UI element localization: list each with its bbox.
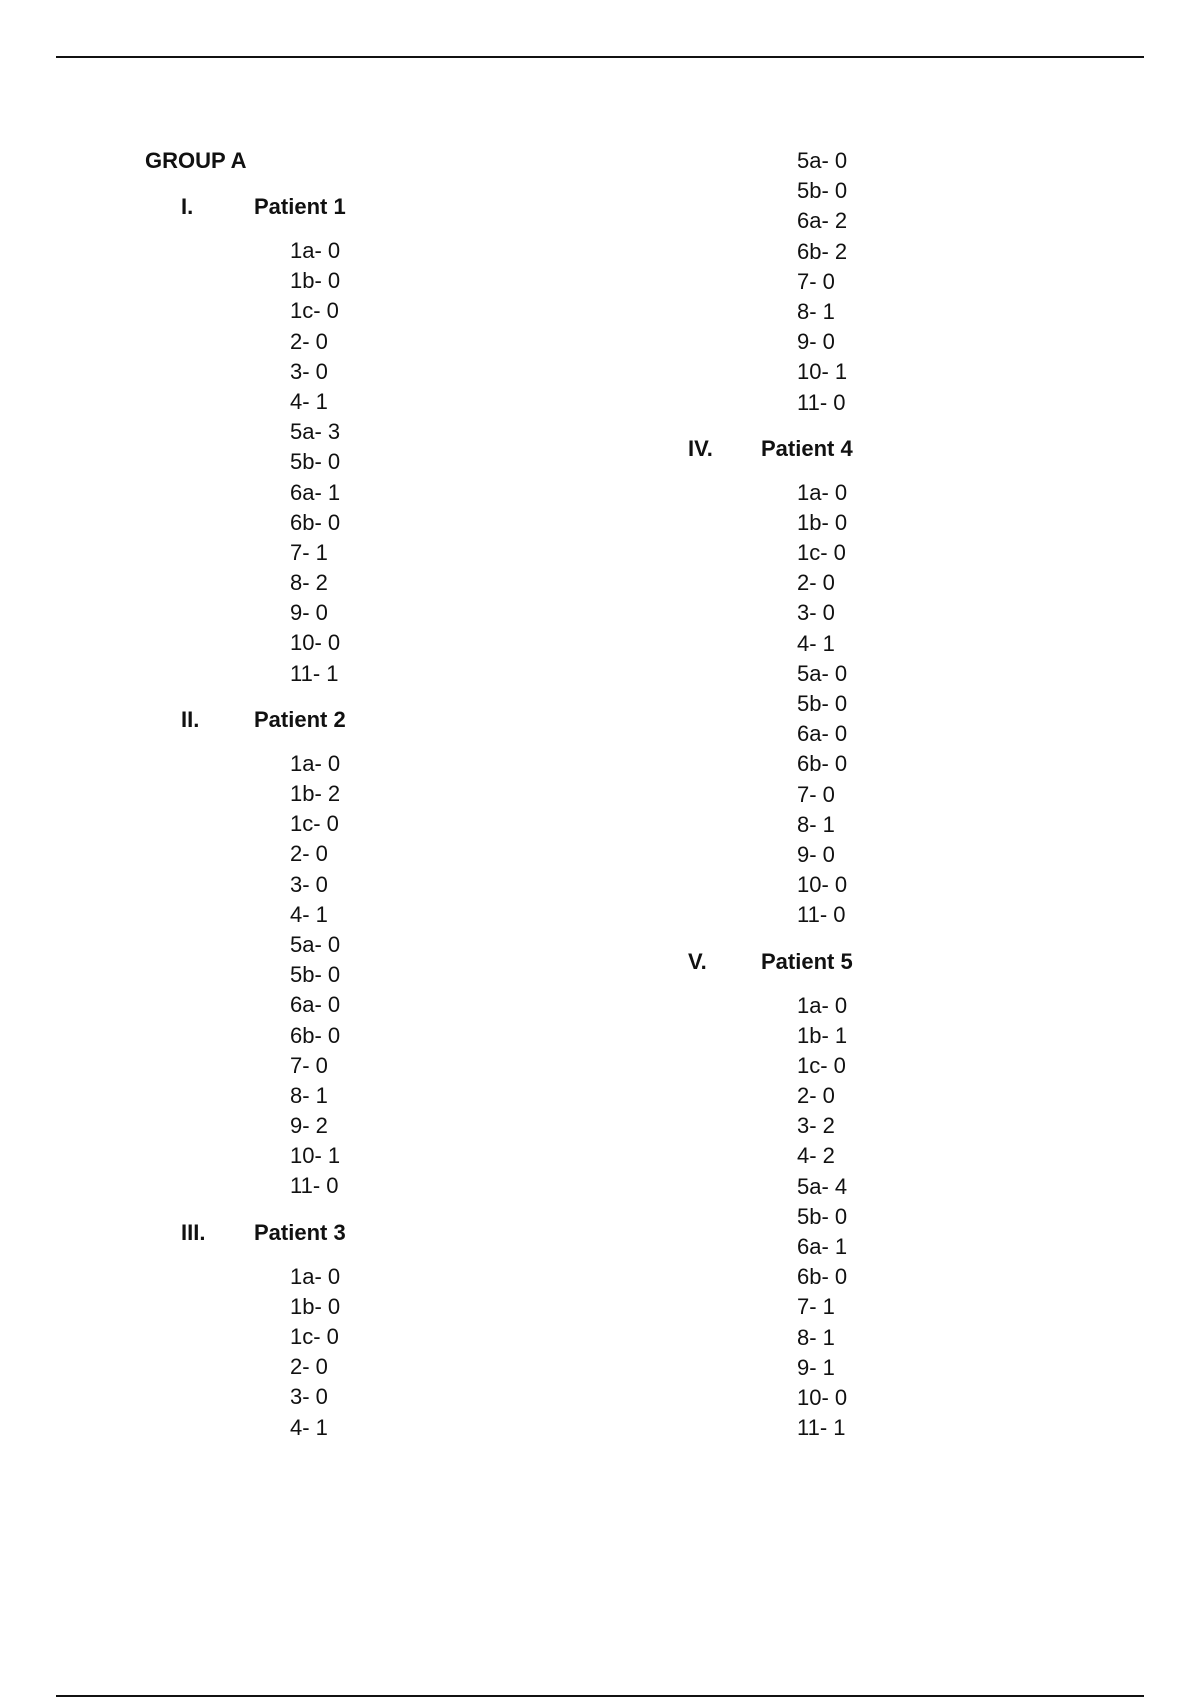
score-item: 1c- 0 [797,540,846,566]
score-item: 1c- 0 [290,811,339,837]
score-item: 11- 1 [797,1415,846,1441]
score-item: 5b- 0 [797,1203,848,1229]
patient-name: Patient 3 [254,1219,346,1245]
score-item: 1a- 0 [290,238,341,263]
score-item: 11- 0 [797,902,846,928]
score-item: 2- 0 [290,1354,328,1380]
score-item: 6a- 1 [290,479,341,505]
score-item: 8- 1 [797,298,835,324]
patient-name: Patient 2 [254,706,346,732]
patient-section [145,705,625,1202]
score-item: 7- 0 [797,781,835,807]
patient-name: Patient 5 [761,948,853,974]
score-item: 10- 1 [797,359,848,385]
patient-heading [145,192,625,222]
score-item: 5a- 0 [797,660,848,686]
score-list [797,991,1132,1444]
score-list [290,1262,625,1443]
score-item: 6b- 0 [290,509,341,535]
score-item: 6b- 0 [290,1022,341,1048]
score-item: 4- 1 [290,388,328,414]
score-item: 10- 0 [797,1384,848,1410]
score-item: 3- 0 [290,871,328,897]
score-item: 8- 1 [290,1082,328,1108]
score-item: 4- 1 [290,901,328,927]
score-item: 5a- 0 [797,148,848,173]
score-list-continued [797,146,1132,418]
score-item: 1b- 0 [797,509,848,535]
score-item: 7- 1 [797,1294,835,1320]
score-item: 4- 1 [797,630,835,656]
score-item: 1c- 0 [290,298,339,324]
score-item: 2- 0 [290,328,328,354]
score-item: 8- 1 [797,1324,835,1350]
score-item: 9- 0 [797,841,835,867]
score-item: 5b- 0 [290,962,341,988]
score-item: 1a- 0 [290,750,341,776]
score-item: 5b- 0 [290,449,341,475]
score-item: 5a- 4 [797,1173,848,1199]
score-item: 11- 0 [797,389,846,415]
patient-numeral: IV. [688,435,713,461]
score-item: 6a- 2 [797,208,848,234]
patient-section [652,434,1132,931]
score-item: 7- 0 [797,268,835,294]
score-item: 6a- 1 [797,1234,848,1259]
score-item: 6b- 0 [797,1264,848,1290]
score-item: 1c- 0 [797,1052,846,1078]
patient-numeral: II. [181,706,200,732]
score-item: 9- 1 [797,1354,835,1380]
score-list [290,236,625,689]
score-item: 8- 2 [290,570,328,596]
patient-heading [145,705,625,735]
score-item: 4- 1 [290,1414,328,1440]
score-item: 9- 0 [797,329,835,355]
score-item: 1b- 2 [290,781,341,806]
score-item: 11- 0 [290,1173,339,1199]
score-item: 5b- 0 [797,178,848,204]
score-item: 3- 0 [290,1384,328,1410]
score-item: 1c- 0 [290,1324,339,1349]
header-rule [56,56,1144,58]
score-item: 2- 0 [797,1083,835,1109]
score-item: 1a- 0 [290,1263,341,1289]
right-column [652,146,1132,1459]
score-item: 9- 2 [290,1113,328,1139]
score-item: 9- 0 [290,600,328,626]
patient-section [145,1218,625,1443]
score-item: 10- 0 [290,630,341,656]
score-item: 7- 1 [290,539,328,565]
patient-numeral: III. [181,1219,206,1245]
patient-name: Patient 4 [761,435,853,461]
score-item: 1b- 0 [290,1293,341,1319]
score-item: 5a- 0 [290,931,341,957]
footer-rule [56,1695,1144,1697]
group-title: GROUP A [145,148,247,173]
patient-numeral: V. [688,948,707,974]
score-item: 3- 0 [290,358,328,384]
score-item: 10- 0 [797,872,848,898]
score-list [797,478,1132,931]
score-item: 6a- 0 [290,992,341,1018]
score-item: 1b- 0 [290,268,341,294]
score-item: 8- 1 [797,811,835,837]
score-item: 6b- 2 [797,238,848,264]
patient-section [652,947,1132,1444]
score-item: 6b- 0 [797,751,848,777]
score-item: 3- 0 [797,600,835,626]
score-item: 5a- 3 [290,419,341,445]
patient-section [145,192,625,689]
patient-name: Patient 1 [254,194,346,219]
score-list [290,749,625,1202]
score-item: 11- 1 [290,660,339,686]
score-item: 6a- 0 [797,721,848,747]
patient-heading [652,947,1132,977]
score-item: 2- 0 [290,841,328,867]
score-item: 2- 0 [797,570,835,596]
score-item: 1b- 1 [797,1022,848,1048]
left-column [145,146,625,1459]
patient-numeral: I. [181,194,194,219]
score-item: 1a- 0 [797,479,848,505]
patient-heading [145,1218,625,1248]
score-item: 1a- 0 [797,992,848,1018]
score-item: 10- 1 [290,1143,341,1169]
score-item: 7- 0 [290,1052,328,1078]
score-item: 5b- 0 [797,691,848,716]
score-item: 3- 2 [797,1113,835,1139]
patient-heading [652,434,1132,464]
score-item: 4- 2 [797,1143,835,1169]
